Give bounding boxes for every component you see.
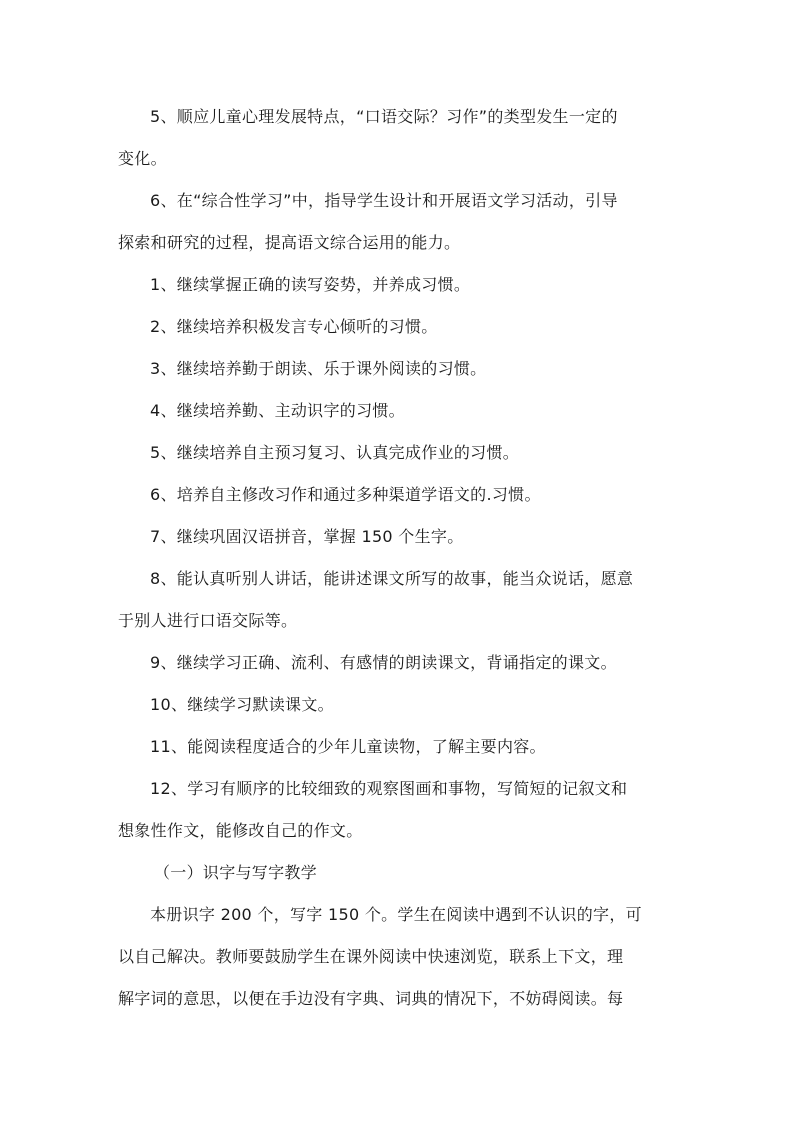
list-item: 11、能阅读程度适合的少年儿童读物，了解主要内容。 [150,737,546,756]
section-heading: （一）识字与写字教学 [154,863,318,882]
paragraph-line: 本册识字 200 个，写字 150 个。学生在阅读中遇到不认识的字，可 [150,905,642,924]
paragraph-line: 5、顺应儿童心理发展特点，“口语交际？习作”的类型发生一定的 [150,107,618,126]
list-item-continuation: 于别人进行口语交际等。 [118,611,298,630]
list-item: 1、继续掌握正确的读写姿势，并养成习惯。 [150,275,471,294]
paragraph-line: 探索和研究的过程，提高语文综合运用的能力。 [118,233,461,252]
list-item: 4、继续培养勤、主动识字的习惯。 [150,401,405,420]
paragraph-line: 6、在“综合性学习”中，指导学生设计和开展语文学习活动，引导 [150,191,618,210]
list-item: 2、继续培养积极发言专心倾听的习惯。 [150,317,438,336]
list-item: 9、继续学习正确、流利、有感情的朗读课文，背诵指定的课文。 [150,653,617,672]
paragraph-line: 变化。 [118,149,167,168]
list-item: 7、继续巩固汉语拼音，掌握 150 个生字。 [150,527,464,546]
list-item: 5、继续培养自主预习复习、认真完成作业的习惯。 [150,443,520,462]
list-item: 10、继续学习默读课文。 [150,695,334,714]
list-item: 6、培养自主修改习作和通过多种渠道学语文的.习惯。 [150,485,541,504]
list-item-continuation: 想象性作文，能修改自己的作文。 [118,821,363,840]
list-item: 12、学习有顺序的比较细致的观察图画和事物，写简短的记叙文和 [150,779,628,798]
paragraph-line: 解字词的意思，以便在手边没有字典、词典的情况下，不妨碍阅读。每 [118,989,624,1008]
list-item: 3、继续培养勤于朗读、乐于课外阅读的习惯。 [150,359,487,378]
paragraph-line: 以自己解决。教师要鼓励学生在课外阅读中快速浏览，联系上下文，理 [118,947,624,966]
list-item: 8、能认真听别人讲话，能讲述课文所写的故事，能当众说话，愿意 [150,569,634,588]
